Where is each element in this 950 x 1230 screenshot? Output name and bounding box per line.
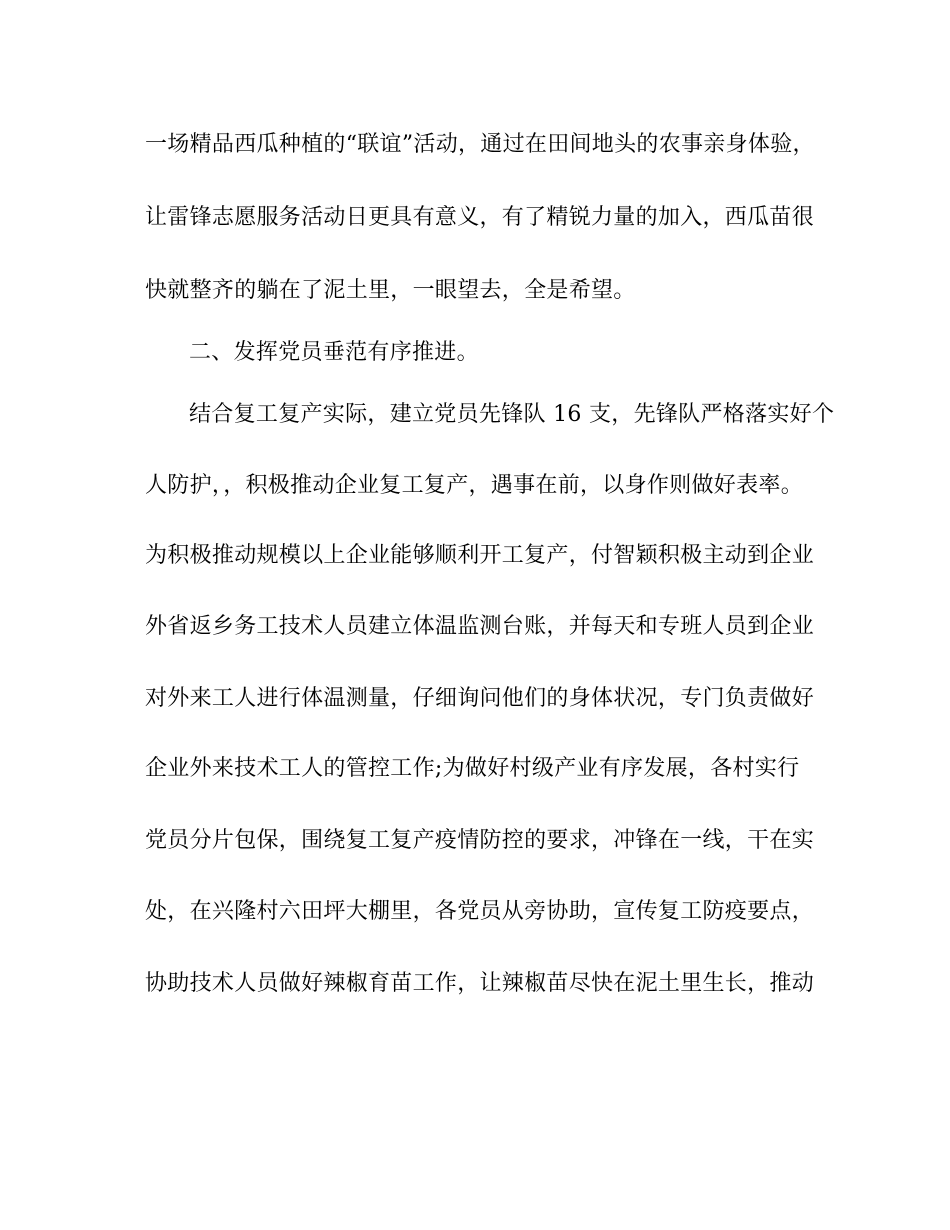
paragraph-line: 党员分片包保，围绕复工复产疫情防控的要求，冲锋在一线，干在实 <box>145 828 815 853</box>
paragraph-line: 协助技术人员做好辣椒育苗工作，让辣椒苗尽快在泥土里生长，推动 <box>145 971 815 996</box>
section-heading: 二、发挥党员垂范有序推进。 <box>189 340 479 365</box>
paragraph-line: 快就整齐的躺在了泥土里，一眼望去，全是希望。 <box>145 278 636 303</box>
paragraph-line: 人防护，，积极推动企业复工复产，遇事在前，以身作则做好表率。 <box>145 473 804 498</box>
paragraph-line: 企业外来技术工人的管控工作;为做好村级产业有序发展，各村实行 <box>145 756 800 781</box>
paragraph-line: 外省返乡务工技术人员建立体温监测台账，并每天和专班人员到企业 <box>145 614 815 639</box>
paragraph-line: 一场精品西瓜种植的“联谊”活动，通过在田间地头的农事亲身体验， <box>145 132 815 157</box>
paragraph-line: 让雷锋志愿服务活动日更具有意义，有了精锐力量的加入，西瓜苗很 <box>145 205 815 230</box>
paragraph-line: 对外来工人进行体温测量，仔细询问他们的身体状况，专门负责做好 <box>145 686 815 711</box>
paragraph-line: 为积极推动规模以上企业能够顺利开工复产，付智颖积极主动到企业 <box>145 543 815 568</box>
paragraph-line: 处，在兴隆村六田坪大棚里，各党员从旁协助，宣传复工防疫要点， <box>145 899 815 924</box>
paragraph-line: 结合复工复产实际，建立党员先锋队 16 支，先锋队严格落实好个 <box>189 402 835 427</box>
